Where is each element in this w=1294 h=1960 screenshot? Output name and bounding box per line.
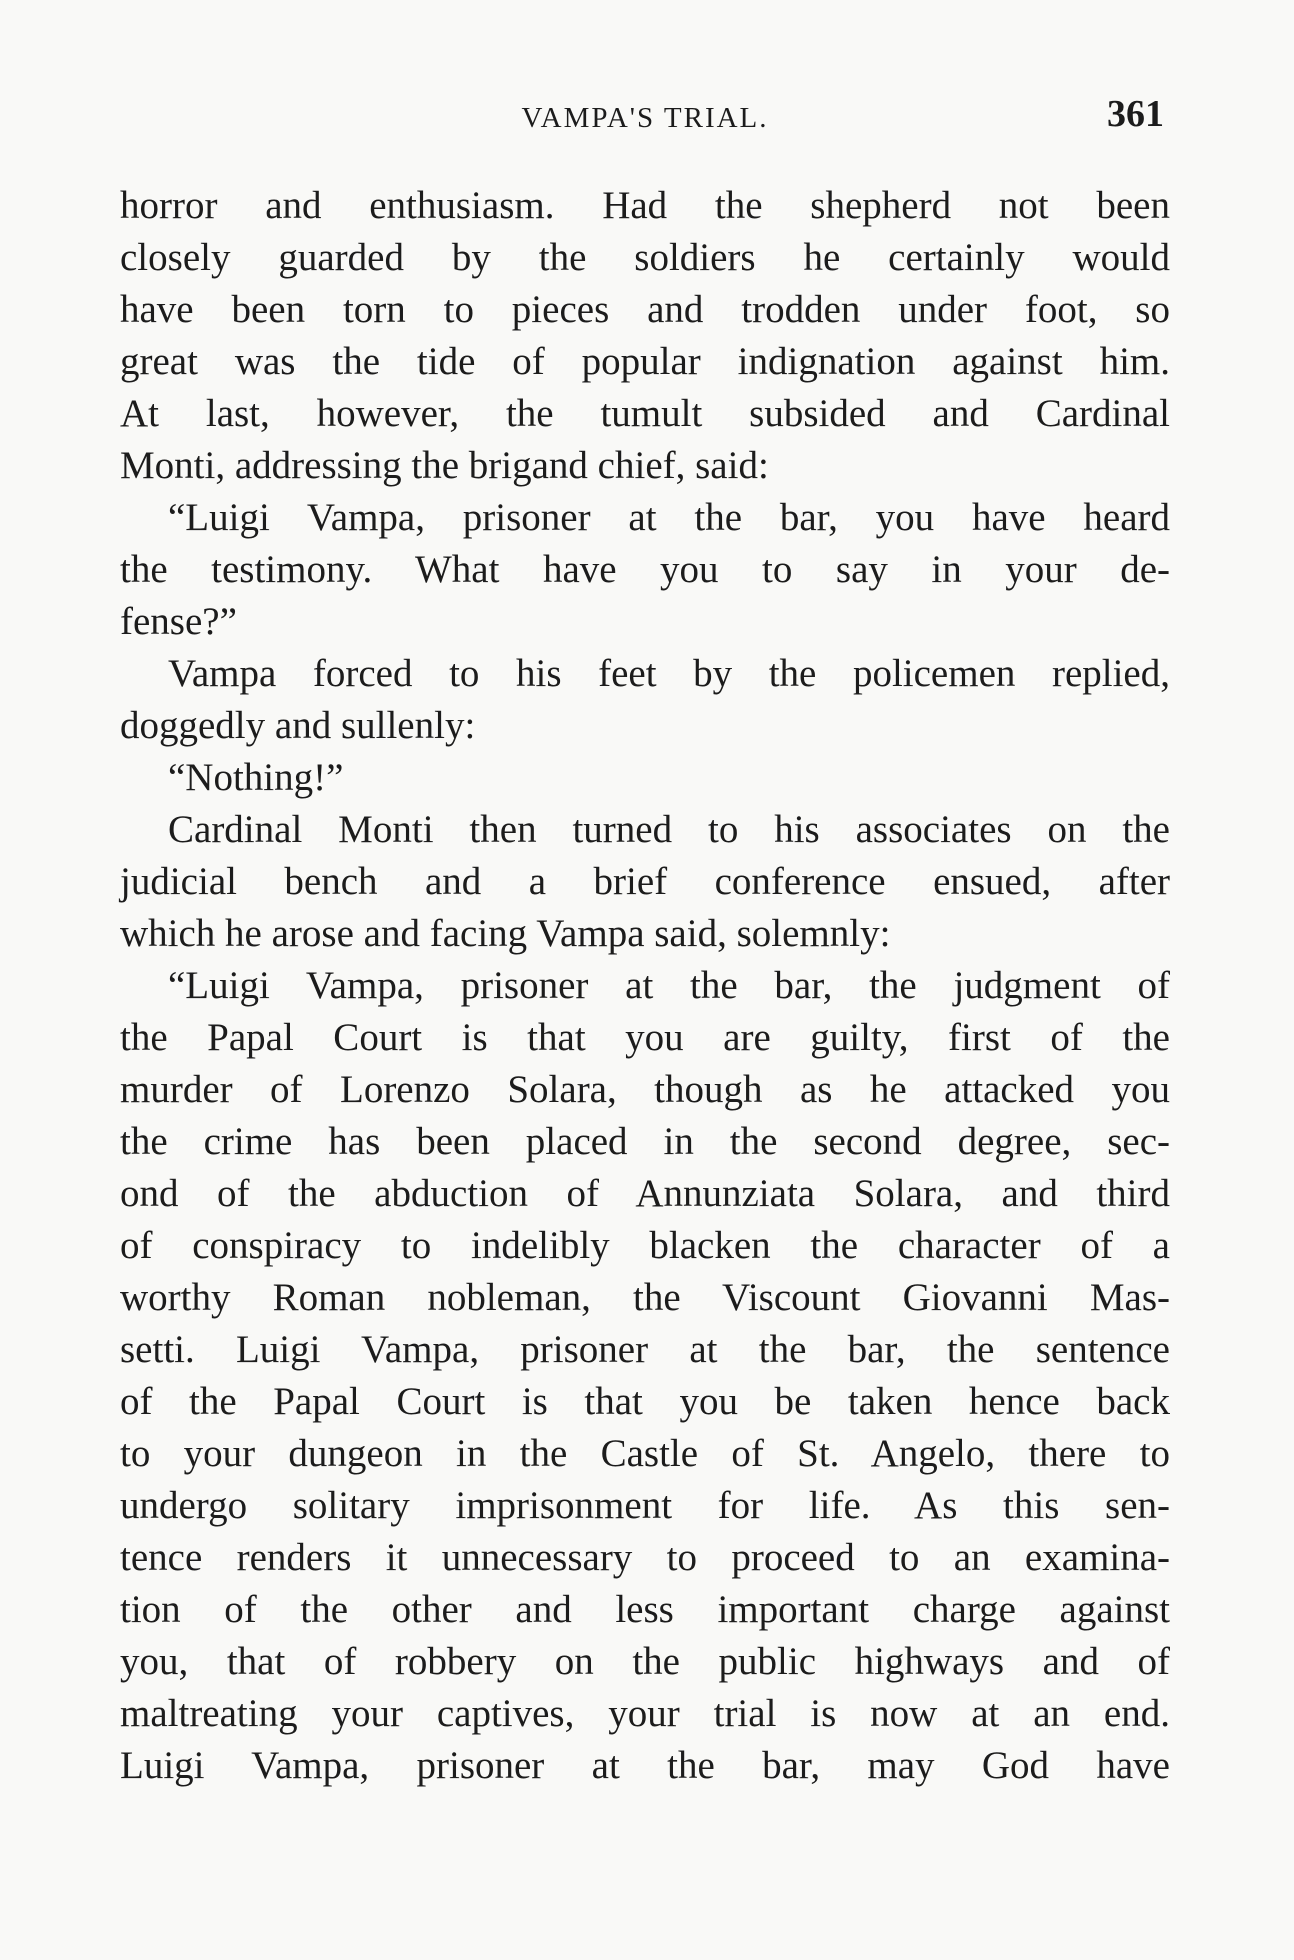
text-line: “Nothing!” xyxy=(168,756,344,799)
text-line: have been torn to pieces and trodden under foot, so xyxy=(120,288,1170,331)
text-line: fense?” xyxy=(120,600,237,643)
text-line: At last, however, the tumult subsided and Cardinal xyxy=(120,392,1170,435)
running-head xyxy=(120,92,1170,142)
text-line: which he arose and facing Vampa said, solemnly: xyxy=(120,912,891,955)
text-line: you, that of robbery on the public highways and of xyxy=(120,1640,1170,1683)
text-line: Cardinal Monti then turned to his associates on the xyxy=(168,808,1170,851)
text-line: “Luigi Vampa, prisoner at the bar, you have heard xyxy=(168,496,1170,539)
text-line: worthy Roman nobleman, the Viscount Giovanni Mas- xyxy=(120,1276,1170,1319)
text-line: closely guarded by the soldiers he certainly would xyxy=(120,236,1170,279)
page-number: 361 xyxy=(1107,93,1164,135)
text-line: judicial bench and a brief conference ensued, after xyxy=(120,860,1170,903)
text-line: maltreating your captives, your trial is now at an end. xyxy=(120,1692,1170,1735)
text-line: tion of the other and less important charge against xyxy=(120,1588,1170,1631)
text-line: Vampa forced to his feet by the policemen replied, xyxy=(168,652,1170,695)
body-text xyxy=(120,180,1170,1792)
text-line: ond of the abduction of Annunziata Solara, and third xyxy=(120,1172,1170,1215)
text-line: undergo solitary imprisonment for life. As this sen- xyxy=(120,1484,1170,1527)
text-line: the testimony. What have you to say in your de- xyxy=(120,548,1170,591)
running-title: VAMPA'S TRIAL. xyxy=(521,102,769,134)
text-line: to your dungeon in the Castle of St. Angelo, there to xyxy=(120,1432,1170,1475)
text-line: tence renders it unnecessary to proceed to an examina- xyxy=(120,1536,1170,1579)
text-line: horror and enthusiasm. Had the shepherd not been xyxy=(120,184,1170,227)
text-line: setti. Luigi Vampa, prisoner at the bar, the sentence xyxy=(120,1328,1170,1371)
text-line: of the Papal Court is that you be taken hence back xyxy=(120,1380,1170,1423)
text-line: the Papal Court is that you are guilty, first of the xyxy=(120,1016,1170,1059)
text-line: Luigi Vampa, prisoner at the bar, may God have xyxy=(120,1744,1170,1787)
text-line: Monti, addressing the brigand chief, said: xyxy=(120,444,769,487)
text-line: “Luigi Vampa, prisoner at the bar, the judgment of xyxy=(168,964,1170,1007)
text-line: the crime has been placed in the second degree, sec- xyxy=(120,1120,1170,1163)
text-line: doggedly and sullenly: xyxy=(120,704,476,747)
text-line: murder of Lorenzo Solara, though as he attacked you xyxy=(120,1068,1170,1111)
text-line: of conspiracy to indelibly blacken the character of a xyxy=(120,1224,1170,1267)
text-line: great was the tide of popular indignation against him. xyxy=(120,340,1170,383)
